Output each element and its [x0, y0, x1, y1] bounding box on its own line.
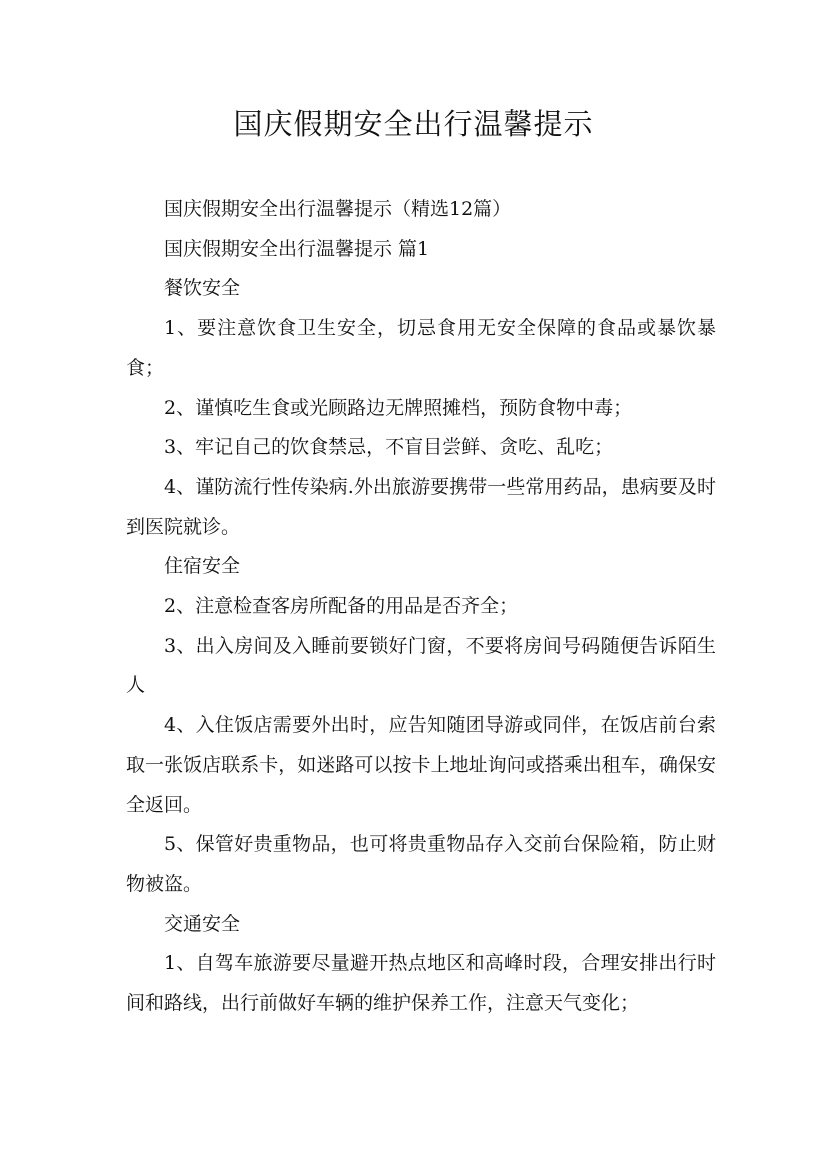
- heading-dining-safety: 餐饮安全: [164, 277, 241, 300]
- paragraph-dining-1: 1、要注意饮食卫生安全，切忌食用无安全保障的食品或暴饮暴食；: [126, 317, 716, 379]
- heading-traffic-safety: 交通安全: [164, 912, 241, 935]
- document-body: [126, 190, 716, 1024]
- paragraph-subtitle: 国庆假期安全出行温馨提示（精选12篇）: [164, 198, 512, 220]
- paragraph-traffic-1: 1、自驾车旅游要尽量避开热点地区和高峰时段，合理安排出行时间和路线，出行前做好车辆的维护保养工作，注意天气变化；: [126, 952, 716, 1015]
- paragraph-lodging-3: 3、出入房间及入睡前要锁好门窗，不要将房间号码随便告诉陌生人: [126, 634, 716, 697]
- paragraph-lodging-5: 5、保管好贵重物品，也可将贵重物品存入交前台保险箱，防止财物被盗。: [126, 833, 716, 895]
- paragraph-section-title: 国庆假期安全出行温馨提示 篇1: [164, 237, 430, 260]
- paragraph-dining-2: 2、谨慎吃生食或光顾路边无牌照摊档，预防食物中毒；: [164, 396, 633, 419]
- paragraph-lodging-4: 4、入住饭店需要外出时，应告知随团导游或同伴，在饭店前台索取一张饭店联系卡，如迷路可以按卡上地址询问或搭乘出租车，确保安全返回。: [126, 714, 716, 816]
- paragraph-lodging-2: 2、注意检查客房所配备的用品是否齐全；: [164, 595, 519, 618]
- paragraph-dining-3: 3、牢记自己的饮食禁忌，不盲目尝鲜、贪吃、乱吃；: [164, 436, 614, 459]
- document-title: 国庆假期安全出行温馨提示: [233, 107, 594, 141]
- heading-lodging-safety: 住宿安全: [164, 555, 241, 578]
- paragraph-dining-4: 4、谨防流行性传染病.外出旅游要携带一些常用药品，患病要及时到医院就诊。: [126, 475, 716, 538]
